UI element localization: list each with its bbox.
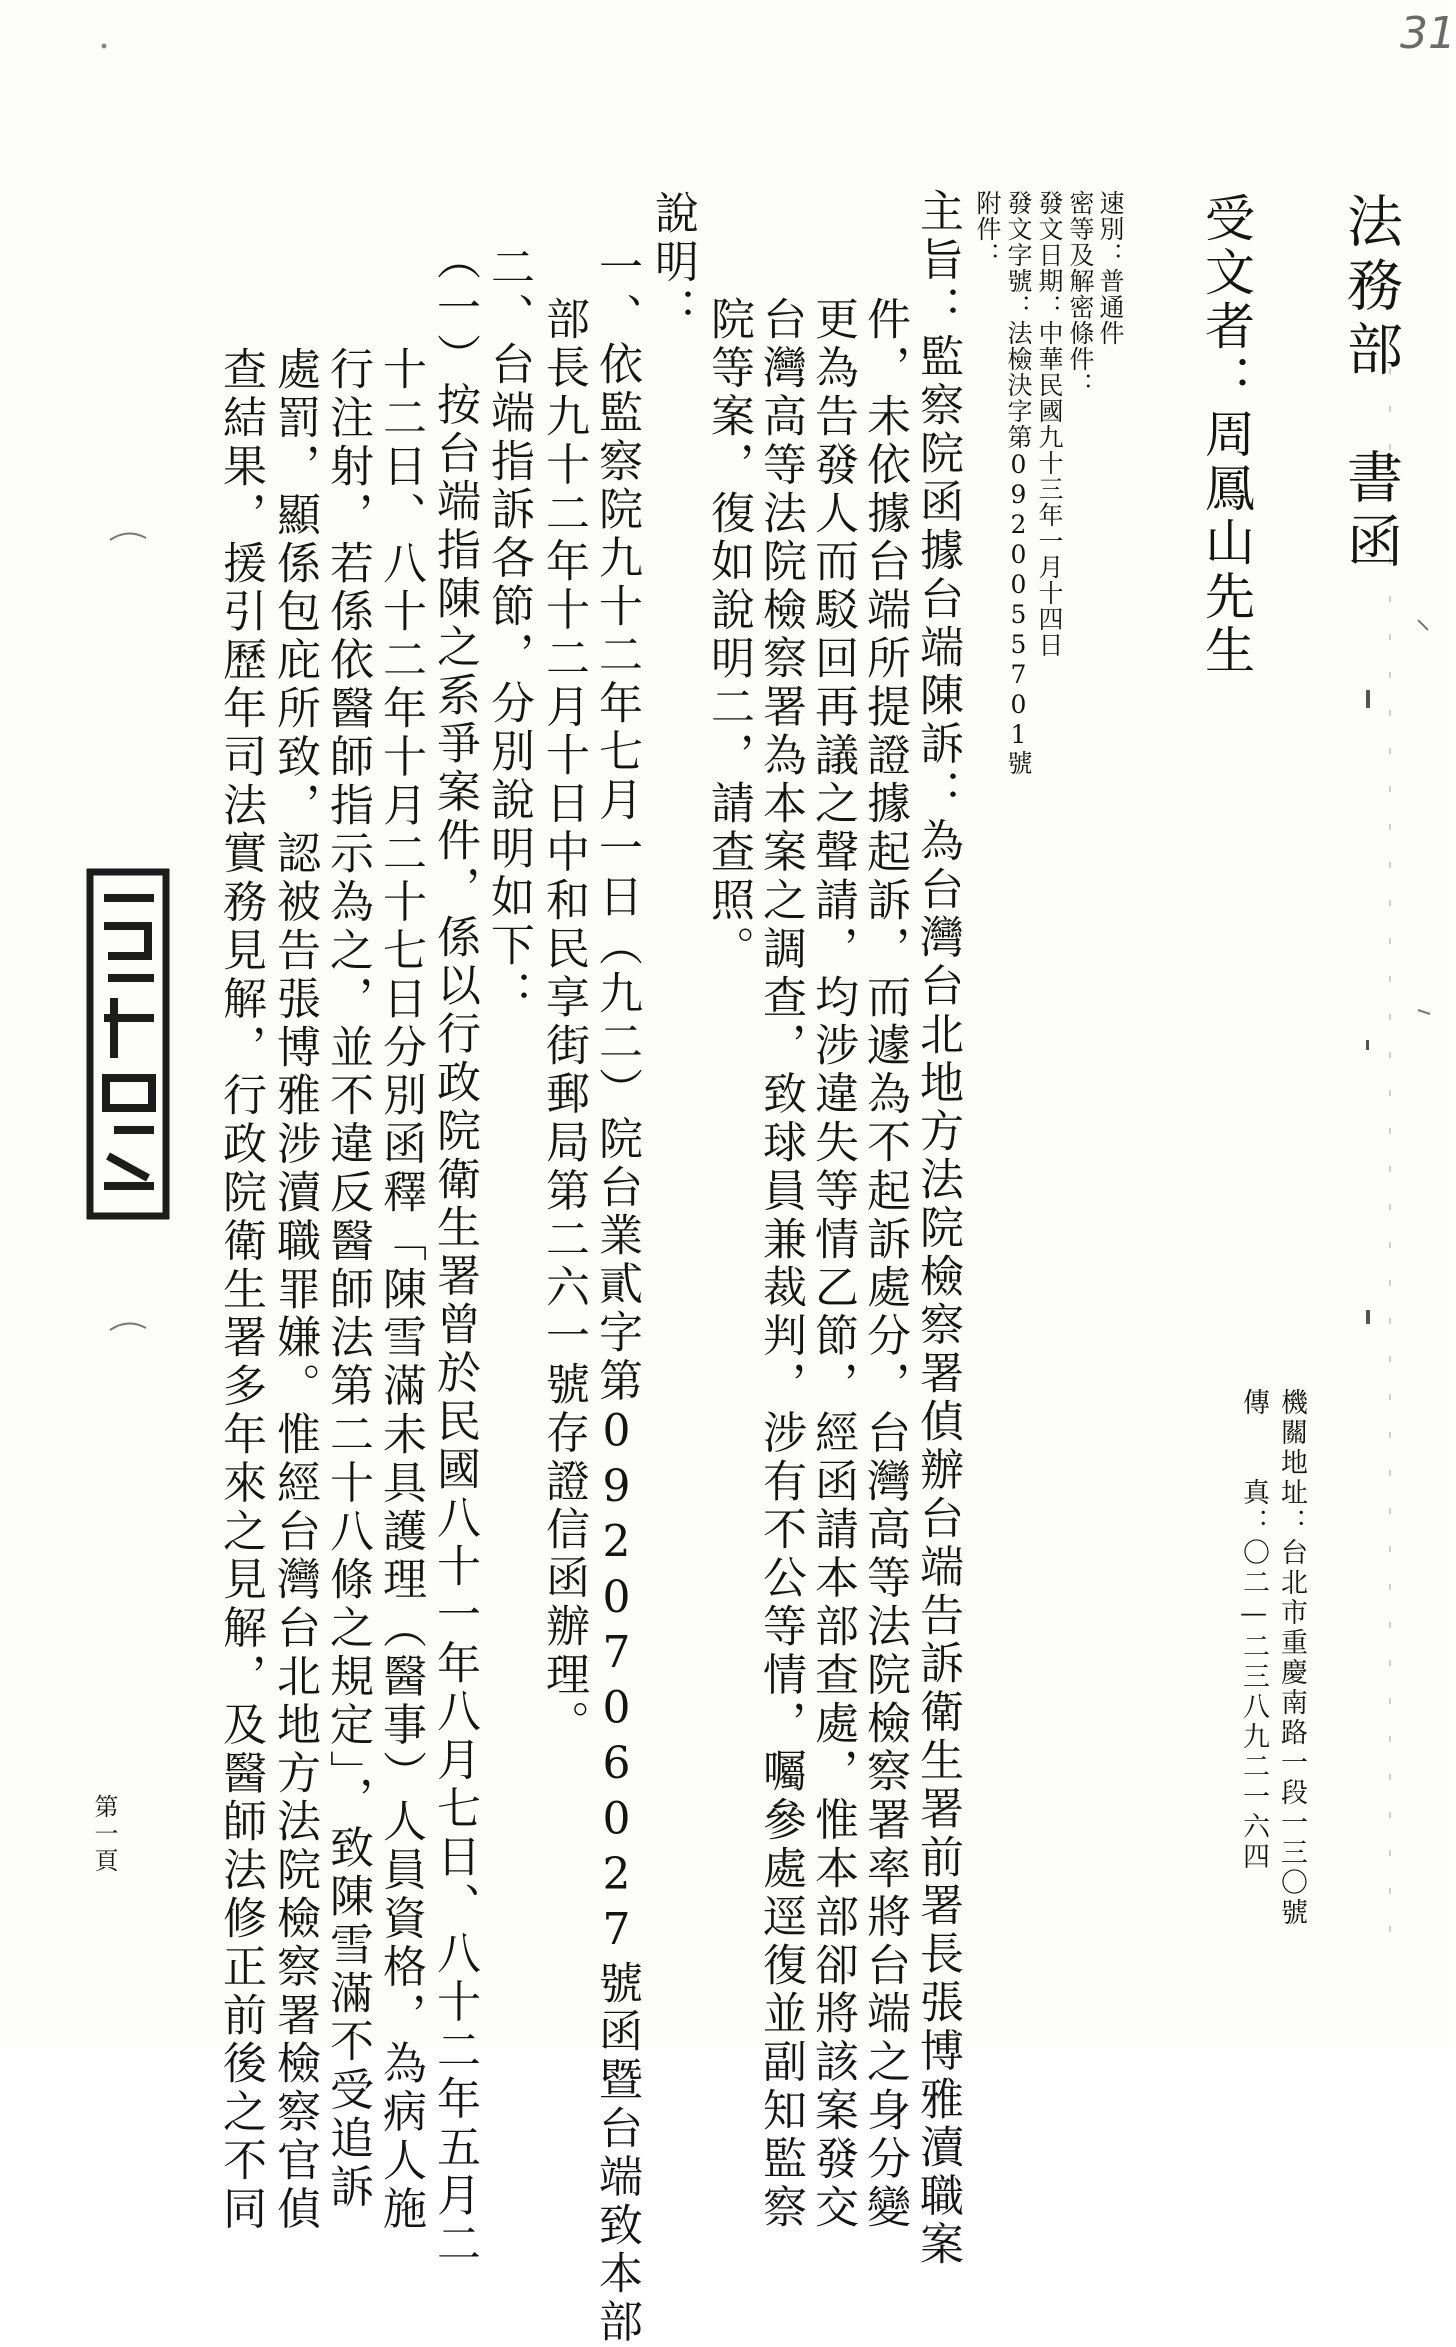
subject-line-1: 主旨：監察院函據台端陳訴：為台灣台北地方法院檢察署偵辦台端告訴衛生署前署長張博雅瀆職案 bbox=[912, 188, 963, 2270]
recipient-line: 受文者：周鳳山先生 bbox=[1197, 192, 1255, 678]
explanation-sub-1-line-2: 十二日、八十二年十月二十七日分別函釋「陳雪滿未具護理（醫事）人員資格，為病人施 bbox=[375, 346, 426, 2234]
explanation-sub-1-line-5: 查結果，援引歷年司法實務見解，行政院衛生署多年來之見解，及醫師法修正前後之不同 bbox=[215, 346, 266, 2234]
meta-attachment: 附件： bbox=[973, 190, 1002, 268]
explanation-item-2: 二、台端指訴各節，分別說明如下： bbox=[483, 244, 534, 1019]
explanation-item-1-line-2: 部長九十二年十二月十日中和民享街郵局第二六一號存證信函辦理。 bbox=[538, 296, 589, 1748]
explanation-sub-1-line-1: （一）按台端指陳之系爭案件，係以行政院衛生署曾於民國八十一年八月七日、八十二年五月二 bbox=[429, 236, 480, 2269]
agency-fax: 傳 真：〇二—二三八九二一六四 bbox=[1238, 1388, 1269, 1872]
subject-line-2: 件，未依據台端所提證據起訴，而遽為不起訴處分，台灣高等法院檢察署率將台端之身分變 bbox=[859, 296, 910, 2232]
meta-number: 發文字號：法檢決字第0920055701號 bbox=[1004, 190, 1033, 776]
document-title: 法務部 書函 bbox=[1338, 192, 1403, 576]
explanation-item-1-line-1: 一、依監察院九十二年七月一日（九二）院台業貳字第0920706027號函暨台端致本部 bbox=[591, 244, 642, 2347]
explanation-sub-1-line-3: 行注射，若係依醫師指示為之，並不違反醫師法第二十八條之規定」，致陳雪滿不受追訴 bbox=[322, 346, 373, 2212]
meta-date: 發文日期：中華民國九十三年一月十四日 bbox=[1035, 190, 1064, 658]
explanation-heading: 說明： bbox=[647, 190, 698, 336]
explanation-sub-1-line-4: 處罰，顯係包庇所致，認被告張博雅涉瀆職罪嫌。惟經台灣台北地方法院檢察署檢察官偵 bbox=[269, 346, 320, 2234]
agency-address: 機關地址：台北市重慶南路一段一三〇號 bbox=[1276, 1388, 1307, 1928]
page-number: 第一頁 bbox=[90, 1794, 118, 1875]
subject-line-4: 台灣高等法院檢察署為本案之調查，致球員兼裁判，涉有不公等情，囑參處逕復並副知監察 bbox=[755, 296, 806, 2232]
meta-secrecy: 密等及解密條件： bbox=[1066, 190, 1095, 398]
subject-line-3: 更為告發人而駁回再議之聲請，均涉違失等情乙節，經函請本部查處，惟本部卻將該案發交 bbox=[807, 296, 858, 2232]
corner-page-note: 31 bbox=[1400, 8, 1456, 59]
meta-speed: 速別：普通件 bbox=[1096, 190, 1125, 346]
seal-stamp-fragment-icon bbox=[84, 868, 172, 1220]
subject-line-5: 院等案，復如說明二，請查照。 bbox=[703, 296, 754, 974]
